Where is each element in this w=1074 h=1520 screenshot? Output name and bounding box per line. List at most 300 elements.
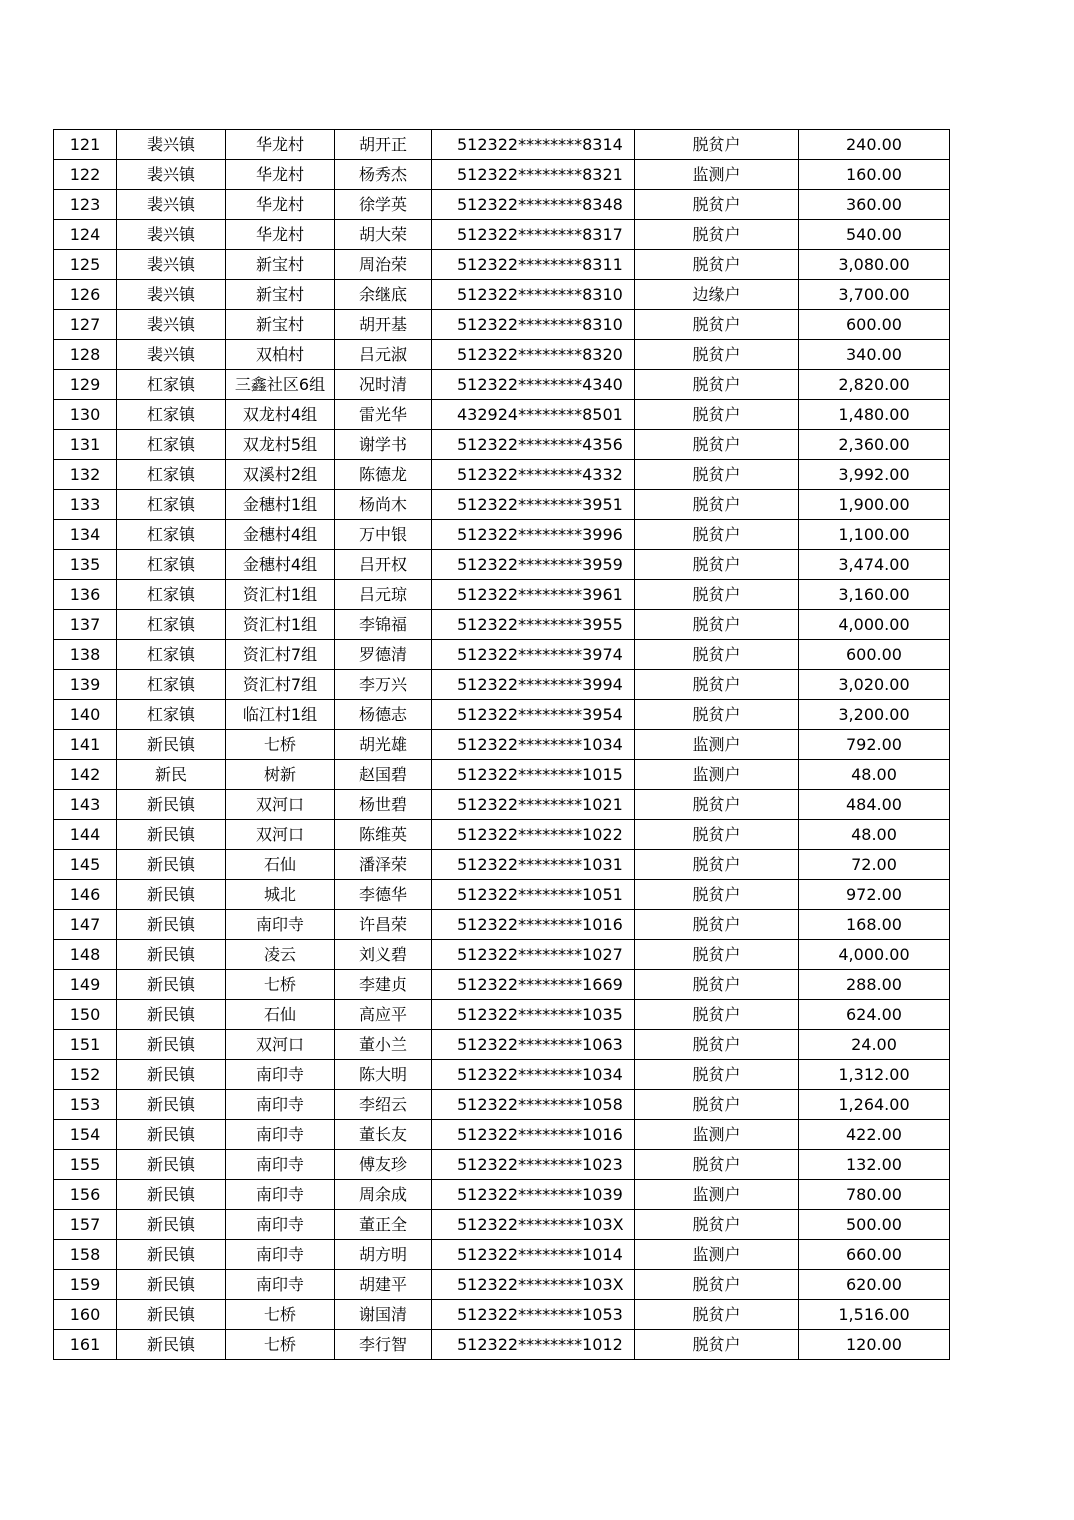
town-cell: 新民镇 (117, 1120, 226, 1150)
row-number-cell: 139 (54, 670, 117, 700)
village-cell: 南印寺 (226, 1240, 335, 1270)
table-row (54, 340, 950, 370)
household-type-cell: 脱贫户 (635, 310, 799, 340)
town-cell: 新民镇 (117, 1090, 226, 1120)
id-number-cell: 512322********1035 (432, 1000, 635, 1030)
amount-cell: 360.00 (799, 190, 950, 220)
town-cell: 新民镇 (117, 1060, 226, 1090)
village-cell: 资汇村7组 (226, 670, 335, 700)
id-number-cell: 512322********4332 (432, 460, 635, 490)
village-cell: 双河口 (226, 820, 335, 850)
table-row (54, 640, 950, 670)
village-cell: 资汇村7组 (226, 640, 335, 670)
id-number-cell: 512322********8314 (432, 130, 635, 160)
amount-cell: 600.00 (799, 310, 950, 340)
household-type-cell: 边缘户 (635, 280, 799, 310)
amount-cell: 1,312.00 (799, 1060, 950, 1090)
table-row (54, 1300, 950, 1330)
row-number-cell: 154 (54, 1120, 117, 1150)
table-row (54, 580, 950, 610)
table-row (54, 820, 950, 850)
table-row (54, 1150, 950, 1180)
town-cell: 杠家镇 (117, 400, 226, 430)
amount-cell: 3,474.00 (799, 550, 950, 580)
name-cell: 周治荣 (335, 250, 432, 280)
town-cell: 杠家镇 (117, 430, 226, 460)
row-number-cell: 126 (54, 280, 117, 310)
household-type-cell: 脱贫户 (635, 1150, 799, 1180)
id-number-cell: 512322********1016 (432, 910, 635, 940)
row-number-cell: 151 (54, 1030, 117, 1060)
town-cell: 杠家镇 (117, 700, 226, 730)
household-type-cell: 脱贫户 (635, 370, 799, 400)
row-number-cell: 124 (54, 220, 117, 250)
name-cell: 胡光雄 (335, 730, 432, 760)
id-number-cell: 512322********1027 (432, 940, 635, 970)
row-number-cell: 158 (54, 1240, 117, 1270)
amount-cell: 168.00 (799, 910, 950, 940)
amount-cell: 484.00 (799, 790, 950, 820)
town-cell: 裴兴镇 (117, 340, 226, 370)
household-type-cell: 脱贫户 (635, 130, 799, 160)
town-cell: 新民镇 (117, 1240, 226, 1270)
household-type-cell: 脱贫户 (635, 1210, 799, 1240)
village-cell: 南印寺 (226, 1060, 335, 1090)
town-cell: 新民镇 (117, 1300, 226, 1330)
name-cell: 吕元淑 (335, 340, 432, 370)
id-number-cell: 512322********3996 (432, 520, 635, 550)
amount-cell: 3,700.00 (799, 280, 950, 310)
village-cell: 华龙村 (226, 130, 335, 160)
town-cell: 裴兴镇 (117, 310, 226, 340)
town-cell: 裴兴镇 (117, 160, 226, 190)
name-cell: 傅友珍 (335, 1150, 432, 1180)
id-number-cell: 512322********1012 (432, 1330, 635, 1360)
household-type-cell: 脱贫户 (635, 1000, 799, 1030)
household-type-cell: 监测户 (635, 1180, 799, 1210)
name-cell: 万中银 (335, 520, 432, 550)
row-number-cell: 127 (54, 310, 117, 340)
household-type-cell: 脱贫户 (635, 820, 799, 850)
household-type-cell: 脱贫户 (635, 1060, 799, 1090)
town-cell: 新民镇 (117, 1150, 226, 1180)
row-number-cell: 149 (54, 970, 117, 1000)
amount-cell: 1,480.00 (799, 400, 950, 430)
town-cell: 杠家镇 (117, 370, 226, 400)
household-type-cell: 脱贫户 (635, 700, 799, 730)
table-row (54, 430, 950, 460)
town-cell: 新民 (117, 760, 226, 790)
household-type-cell: 脱贫户 (635, 640, 799, 670)
household-type-cell: 脱贫户 (635, 550, 799, 580)
table-row (54, 280, 950, 310)
town-cell: 杠家镇 (117, 550, 226, 580)
row-number-cell: 122 (54, 160, 117, 190)
household-type-cell: 脱贫户 (635, 490, 799, 520)
name-cell: 杨秀杰 (335, 160, 432, 190)
amount-cell: 660.00 (799, 1240, 950, 1270)
table-row (54, 520, 950, 550)
id-number-cell: 512322********1039 (432, 1180, 635, 1210)
id-number-cell: 512322********3959 (432, 550, 635, 580)
table-row (54, 1210, 950, 1240)
town-cell: 杠家镇 (117, 580, 226, 610)
row-number-cell: 157 (54, 1210, 117, 1240)
amount-cell: 120.00 (799, 1330, 950, 1360)
id-number-cell: 512322********8311 (432, 250, 635, 280)
row-number-cell: 153 (54, 1090, 117, 1120)
town-cell: 裴兴镇 (117, 280, 226, 310)
village-cell: 金穗村1组 (226, 490, 335, 520)
row-number-cell: 135 (54, 550, 117, 580)
household-type-cell: 脱贫户 (635, 340, 799, 370)
town-cell: 新民镇 (117, 1330, 226, 1360)
village-cell: 双溪村2组 (226, 460, 335, 490)
name-cell: 雷光华 (335, 400, 432, 430)
village-cell: 双河口 (226, 790, 335, 820)
name-cell: 胡方明 (335, 1240, 432, 1270)
household-type-cell: 脱贫户 (635, 1090, 799, 1120)
table-row (54, 880, 950, 910)
town-cell: 杠家镇 (117, 670, 226, 700)
amount-cell: 422.00 (799, 1120, 950, 1150)
household-type-cell: 脱贫户 (635, 460, 799, 490)
row-number-cell: 132 (54, 460, 117, 490)
row-number-cell: 123 (54, 190, 117, 220)
village-cell: 南印寺 (226, 910, 335, 940)
name-cell: 周余成 (335, 1180, 432, 1210)
village-cell: 金穗村4组 (226, 520, 335, 550)
table-row (54, 220, 950, 250)
row-number-cell: 148 (54, 940, 117, 970)
household-type-cell: 脱贫户 (635, 970, 799, 1000)
name-cell: 赵国碧 (335, 760, 432, 790)
amount-cell: 132.00 (799, 1150, 950, 1180)
household-type-cell: 脱贫户 (635, 880, 799, 910)
table-row (54, 850, 950, 880)
household-type-cell: 脱贫户 (635, 190, 799, 220)
row-number-cell: 128 (54, 340, 117, 370)
row-number-cell: 160 (54, 1300, 117, 1330)
amount-cell: 340.00 (799, 340, 950, 370)
id-number-cell: 512322********3954 (432, 700, 635, 730)
name-cell: 杨尚木 (335, 490, 432, 520)
data-table (53, 129, 950, 1360)
village-cell: 华龙村 (226, 160, 335, 190)
household-type-cell: 脱贫户 (635, 670, 799, 700)
town-cell: 新民镇 (117, 1030, 226, 1060)
id-number-cell: 512322********1051 (432, 880, 635, 910)
village-cell: 南印寺 (226, 1090, 335, 1120)
village-cell: 临江村1组 (226, 700, 335, 730)
table-row (54, 1120, 950, 1150)
table-row (54, 1090, 950, 1120)
id-number-cell: 512322********1034 (432, 1060, 635, 1090)
name-cell: 胡大荣 (335, 220, 432, 250)
name-cell: 潘泽荣 (335, 850, 432, 880)
town-cell: 新民镇 (117, 1210, 226, 1240)
village-cell: 凌云 (226, 940, 335, 970)
name-cell: 陈大明 (335, 1060, 432, 1090)
id-number-cell: 512322********3961 (432, 580, 635, 610)
town-cell: 杠家镇 (117, 490, 226, 520)
id-number-cell: 512322********3955 (432, 610, 635, 640)
row-number-cell: 130 (54, 400, 117, 430)
amount-cell: 72.00 (799, 850, 950, 880)
amount-cell: 600.00 (799, 640, 950, 670)
id-number-cell: 512322********8348 (432, 190, 635, 220)
name-cell: 董正全 (335, 1210, 432, 1240)
household-type-cell: 脱贫户 (635, 850, 799, 880)
town-cell: 裴兴镇 (117, 130, 226, 160)
table-row (54, 790, 950, 820)
household-type-cell: 监测户 (635, 1240, 799, 1270)
town-cell: 新民镇 (117, 940, 226, 970)
name-cell: 董小兰 (335, 1030, 432, 1060)
row-number-cell: 134 (54, 520, 117, 550)
village-cell: 新宝村 (226, 250, 335, 280)
table-row (54, 310, 950, 340)
id-number-cell: 512322********8320 (432, 340, 635, 370)
table-row (54, 160, 950, 190)
table-row (54, 700, 950, 730)
household-type-cell: 脱贫户 (635, 1030, 799, 1060)
name-cell: 谢国清 (335, 1300, 432, 1330)
table-row (54, 760, 950, 790)
village-cell: 树新 (226, 760, 335, 790)
table-row (54, 190, 950, 220)
id-number-cell: 512322********1031 (432, 850, 635, 880)
village-cell: 华龙村 (226, 220, 335, 250)
amount-cell: 2,360.00 (799, 430, 950, 460)
village-cell: 新宝村 (226, 310, 335, 340)
household-type-cell: 脱贫户 (635, 250, 799, 280)
row-number-cell: 150 (54, 1000, 117, 1030)
id-number-cell: 512322********1016 (432, 1120, 635, 1150)
name-cell: 吕元琼 (335, 580, 432, 610)
name-cell: 吕开权 (335, 550, 432, 580)
id-number-cell: 512322********1034 (432, 730, 635, 760)
village-cell: 资汇村1组 (226, 580, 335, 610)
row-number-cell: 147 (54, 910, 117, 940)
id-number-cell: 512322********8310 (432, 280, 635, 310)
row-number-cell: 146 (54, 880, 117, 910)
town-cell: 新民镇 (117, 820, 226, 850)
amount-cell: 3,200.00 (799, 700, 950, 730)
row-number-cell: 136 (54, 580, 117, 610)
household-type-cell: 脱贫户 (635, 400, 799, 430)
name-cell: 李行智 (335, 1330, 432, 1360)
table-body (54, 130, 950, 1360)
amount-cell: 24.00 (799, 1030, 950, 1060)
household-type-cell: 脱贫户 (635, 610, 799, 640)
id-number-cell: 512322********1053 (432, 1300, 635, 1330)
amount-cell: 624.00 (799, 1000, 950, 1030)
row-number-cell: 155 (54, 1150, 117, 1180)
name-cell: 徐学英 (335, 190, 432, 220)
table-row (54, 730, 950, 760)
id-number-cell: 512322********8317 (432, 220, 635, 250)
town-cell: 新民镇 (117, 1270, 226, 1300)
amount-cell: 1,516.00 (799, 1300, 950, 1330)
table-row (54, 1000, 950, 1030)
village-cell: 双龙村5组 (226, 430, 335, 460)
row-number-cell: 138 (54, 640, 117, 670)
name-cell: 余继底 (335, 280, 432, 310)
name-cell: 杨德志 (335, 700, 432, 730)
village-cell: 三鑫社区6组 (226, 370, 335, 400)
table-row (54, 1030, 950, 1060)
table-row (54, 1180, 950, 1210)
name-cell: 胡建平 (335, 1270, 432, 1300)
village-cell: 华龙村 (226, 190, 335, 220)
household-type-cell: 脱贫户 (635, 1270, 799, 1300)
amount-cell: 288.00 (799, 970, 950, 1000)
name-cell: 李绍云 (335, 1090, 432, 1120)
row-number-cell: 152 (54, 1060, 117, 1090)
table-row (54, 670, 950, 700)
town-cell: 裴兴镇 (117, 250, 226, 280)
table-row (54, 400, 950, 430)
table-row (54, 460, 950, 490)
name-cell: 李万兴 (335, 670, 432, 700)
household-type-cell: 脱贫户 (635, 580, 799, 610)
name-cell: 杨世碧 (335, 790, 432, 820)
table-row (54, 940, 950, 970)
table-row (54, 550, 950, 580)
table-row (54, 490, 950, 520)
household-type-cell: 脱贫户 (635, 220, 799, 250)
household-type-cell: 脱贫户 (635, 910, 799, 940)
row-number-cell: 141 (54, 730, 117, 760)
table-row (54, 250, 950, 280)
town-cell: 新民镇 (117, 910, 226, 940)
name-cell: 谢学书 (335, 430, 432, 460)
table-row (54, 1240, 950, 1270)
amount-cell: 792.00 (799, 730, 950, 760)
village-cell: 南印寺 (226, 1270, 335, 1300)
row-number-cell: 143 (54, 790, 117, 820)
amount-cell: 3,992.00 (799, 460, 950, 490)
town-cell: 裴兴镇 (117, 190, 226, 220)
amount-cell: 48.00 (799, 820, 950, 850)
town-cell: 杠家镇 (117, 460, 226, 490)
amount-cell: 972.00 (799, 880, 950, 910)
amount-cell: 3,020.00 (799, 670, 950, 700)
village-cell: 南印寺 (226, 1180, 335, 1210)
village-cell: 南印寺 (226, 1120, 335, 1150)
id-number-cell: 512322********1063 (432, 1030, 635, 1060)
household-type-cell: 脱贫户 (635, 1300, 799, 1330)
village-cell: 城北 (226, 880, 335, 910)
name-cell: 陈维英 (335, 820, 432, 850)
town-cell: 新民镇 (117, 730, 226, 760)
amount-cell: 620.00 (799, 1270, 950, 1300)
household-type-cell: 监测户 (635, 730, 799, 760)
table-row (54, 370, 950, 400)
row-number-cell: 142 (54, 760, 117, 790)
row-number-cell: 161 (54, 1330, 117, 1360)
id-number-cell: 512322********3974 (432, 640, 635, 670)
table-row (54, 130, 950, 160)
amount-cell: 240.00 (799, 130, 950, 160)
town-cell: 新民镇 (117, 790, 226, 820)
town-cell: 新民镇 (117, 970, 226, 1000)
village-cell: 资汇村1组 (226, 610, 335, 640)
town-cell: 杠家镇 (117, 520, 226, 550)
town-cell: 杠家镇 (117, 610, 226, 640)
row-number-cell: 133 (54, 490, 117, 520)
town-cell: 裴兴镇 (117, 220, 226, 250)
table-row (54, 970, 950, 1000)
id-number-cell: 512322********8310 (432, 310, 635, 340)
row-number-cell: 144 (54, 820, 117, 850)
id-number-cell: 512322********4356 (432, 430, 635, 460)
village-cell: 双龙村4组 (226, 400, 335, 430)
town-cell: 新民镇 (117, 880, 226, 910)
id-number-cell: 512322********8321 (432, 160, 635, 190)
id-number-cell: 512322********3951 (432, 490, 635, 520)
village-cell: 七桥 (226, 1330, 335, 1360)
name-cell: 高应平 (335, 1000, 432, 1030)
name-cell: 刘义碧 (335, 940, 432, 970)
id-number-cell: 512322********1015 (432, 760, 635, 790)
row-number-cell: 125 (54, 250, 117, 280)
town-cell: 新民镇 (117, 850, 226, 880)
amount-cell: 780.00 (799, 1180, 950, 1210)
name-cell: 董长友 (335, 1120, 432, 1150)
table-row (54, 910, 950, 940)
table-row (54, 1060, 950, 1090)
row-number-cell: 131 (54, 430, 117, 460)
amount-cell: 48.00 (799, 760, 950, 790)
village-cell: 七桥 (226, 730, 335, 760)
name-cell: 胡开正 (335, 130, 432, 160)
row-number-cell: 140 (54, 700, 117, 730)
amount-cell: 540.00 (799, 220, 950, 250)
amount-cell: 500.00 (799, 1210, 950, 1240)
name-cell: 胡开基 (335, 310, 432, 340)
amount-cell: 160.00 (799, 160, 950, 190)
village-cell: 七桥 (226, 1300, 335, 1330)
household-type-cell: 监测户 (635, 1120, 799, 1150)
town-cell: 新民镇 (117, 1180, 226, 1210)
amount-cell: 1,100.00 (799, 520, 950, 550)
village-cell: 双河口 (226, 1030, 335, 1060)
id-number-cell: 512322********1023 (432, 1150, 635, 1180)
amount-cell: 2,820.00 (799, 370, 950, 400)
id-number-cell: 512322********1014 (432, 1240, 635, 1270)
name-cell: 李德华 (335, 880, 432, 910)
name-cell: 况时清 (335, 370, 432, 400)
row-number-cell: 121 (54, 130, 117, 160)
row-number-cell: 145 (54, 850, 117, 880)
village-cell: 金穗村4组 (226, 550, 335, 580)
id-number-cell: 512322********1669 (432, 970, 635, 1000)
village-cell: 石仙 (226, 850, 335, 880)
household-type-cell: 脱贫户 (635, 790, 799, 820)
id-number-cell: 512322********1021 (432, 790, 635, 820)
household-type-cell: 脱贫户 (635, 430, 799, 460)
id-number-cell: 512322********4340 (432, 370, 635, 400)
household-type-cell: 监测户 (635, 760, 799, 790)
row-number-cell: 137 (54, 610, 117, 640)
household-type-cell: 监测户 (635, 160, 799, 190)
id-number-cell: 512322********1022 (432, 820, 635, 850)
name-cell: 李锦福 (335, 610, 432, 640)
name-cell: 陈德龙 (335, 460, 432, 490)
amount-cell: 3,080.00 (799, 250, 950, 280)
